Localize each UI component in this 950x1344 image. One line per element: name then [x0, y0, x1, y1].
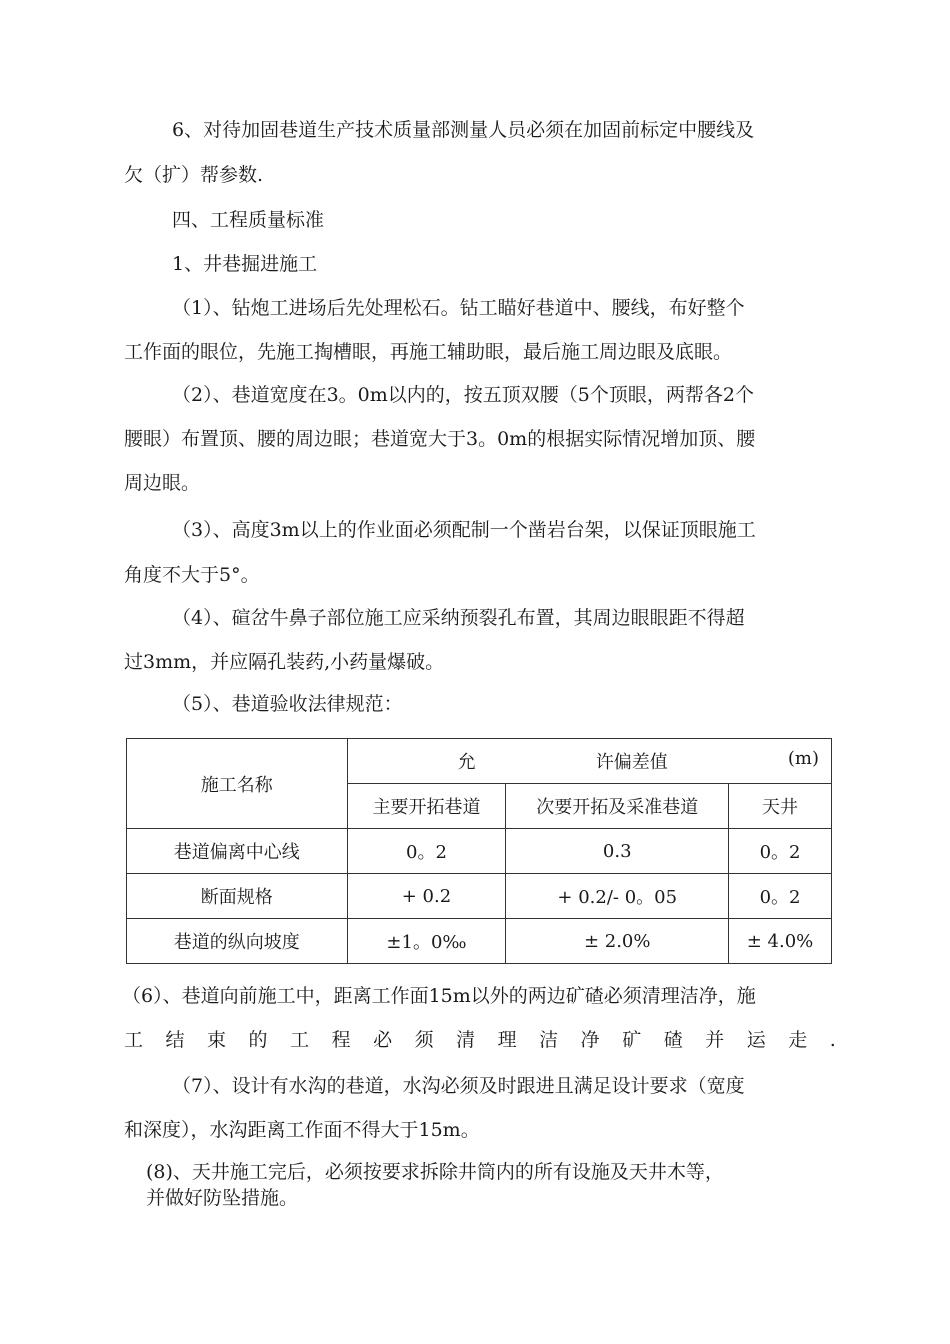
justified-char: 碴 — [663, 1029, 683, 1051]
table-cell: ± 4.0% — [729, 919, 832, 964]
table-row — [127, 919, 832, 964]
column-header-secondary: 次要开拓及采准巷道 — [506, 784, 729, 829]
table-cell: ±1。0‰ — [347, 919, 506, 964]
table-cell: 0。2 — [729, 874, 832, 919]
justified-char: 矿 — [622, 1029, 642, 1051]
paragraph-6-line-1: 6、对待加固巷道生产技术质量部测量人员必须在加固前标定中腰线及 — [172, 119, 755, 141]
paragraph-6-line-2: 欠（扩）帮参数. — [124, 164, 264, 186]
table-cell: 0。2 — [347, 829, 506, 874]
item-1-line-1: （1）、钻炮工进场后先处理松石。钻工瞄好巷道中、腰线，布好整个 — [172, 297, 745, 319]
table-row — [127, 874, 832, 919]
item-4-line-1: （4）、碹岔牛鼻子部位施工应采纳预裂孔布置，其周边眼眼距不得超 — [172, 607, 745, 629]
justified-char: 工 — [290, 1029, 310, 1051]
table-cell: 0。2 — [729, 829, 832, 874]
item-2-line-3: 周边眼。 — [124, 472, 201, 494]
justified-char: 工 — [124, 1029, 144, 1051]
item-7-line-2: 和深度），水沟距离工作面不得大于15m。 — [124, 1119, 480, 1141]
tolerance-header-part-3: (m) — [787, 748, 819, 769]
item-5-line: （5）、巷道验收法律规范： — [172, 693, 403, 715]
row-name: 巷道偏离中心线 — [127, 829, 348, 874]
item-1-line-2: 工作面的眼位，先施工掏槽眼，再施工辅助眼，最后施工周边眼及底眼。 — [124, 341, 733, 363]
tolerance-header-part-1: 允 — [457, 752, 476, 773]
justified-char: . — [829, 1029, 836, 1051]
justified-char: 的 — [248, 1029, 268, 1051]
tolerance-header-cell — [347, 739, 831, 784]
item-2-line-2: 腰眼）布置顶、腰的周边眼；巷道宽大于3。0m的根据实际情况增加顶、腰 — [124, 428, 756, 450]
justified-char: 理 — [497, 1029, 517, 1051]
justified-char: 清 — [456, 1029, 476, 1051]
justified-char: 结 — [165, 1029, 185, 1051]
item-6-line-2 — [124, 1028, 836, 1052]
table-row — [127, 829, 832, 874]
table-cell: + 0.2/- 0。05 — [506, 874, 729, 919]
item-8-line-2: 并做好防坠措施。 — [146, 1187, 299, 1209]
item-7-line-1: （7）、设计有水沟的巷道，水沟必须及时跟进且满足设计要求（宽度 — [172, 1075, 745, 1097]
row-name: 巷道的纵向坡度 — [127, 919, 348, 964]
table-cell: + 0.2 — [347, 874, 506, 919]
item-4-line-2: 过3mm，并应隔孔装药,小药量爆破。 — [124, 651, 445, 673]
table-cell: ± 2.0% — [506, 919, 729, 964]
justified-char: 程 — [331, 1029, 351, 1051]
justified-char: 运 — [746, 1029, 766, 1051]
item-3-line-1: （3）、高度3m以上的作业面必须配制一个凿岩台架，以保证顶眼施工 — [172, 519, 756, 541]
justified-char: 洁 — [539, 1029, 559, 1051]
row-name: 断面规格 — [127, 874, 348, 919]
name-header-cell: 施工名称 — [127, 739, 348, 829]
justified-char: 并 — [705, 1029, 725, 1051]
justified-char: 走 — [788, 1029, 808, 1051]
subsection-heading-1: 1、井巷掘进施工 — [172, 253, 318, 275]
justified-char: 束 — [207, 1029, 227, 1051]
tolerance-table — [126, 738, 832, 964]
column-header-raise: 天井 — [729, 784, 832, 829]
justified-char: 须 — [414, 1029, 434, 1051]
tolerance-header-part-2: 许偏差值 — [595, 752, 668, 773]
item-8-line-1: (8)、天井施工完后，必须按要求拆除井筒内的所有设施及天井木等， — [146, 1161, 724, 1183]
item-3-line-2: 角度不大于5°。 — [124, 564, 260, 586]
section-heading-4: 四、工程质量标准 — [172, 209, 325, 231]
item-2-line-1: （2）、巷道宽度在3。0m以内的，按五顶双腰（5个顶眼，两帮各2个 — [172, 384, 754, 406]
table-cell: 0.3 — [506, 829, 729, 874]
column-header-main: 主要开拓巷道 — [347, 784, 506, 829]
justified-char: 净 — [580, 1029, 600, 1051]
item-6-line-1: （6）、巷道向前施工中，距离工作面15m以外的两边矿碴必须清理洁净，施 — [122, 985, 756, 1007]
justified-char: 必 — [373, 1029, 393, 1051]
